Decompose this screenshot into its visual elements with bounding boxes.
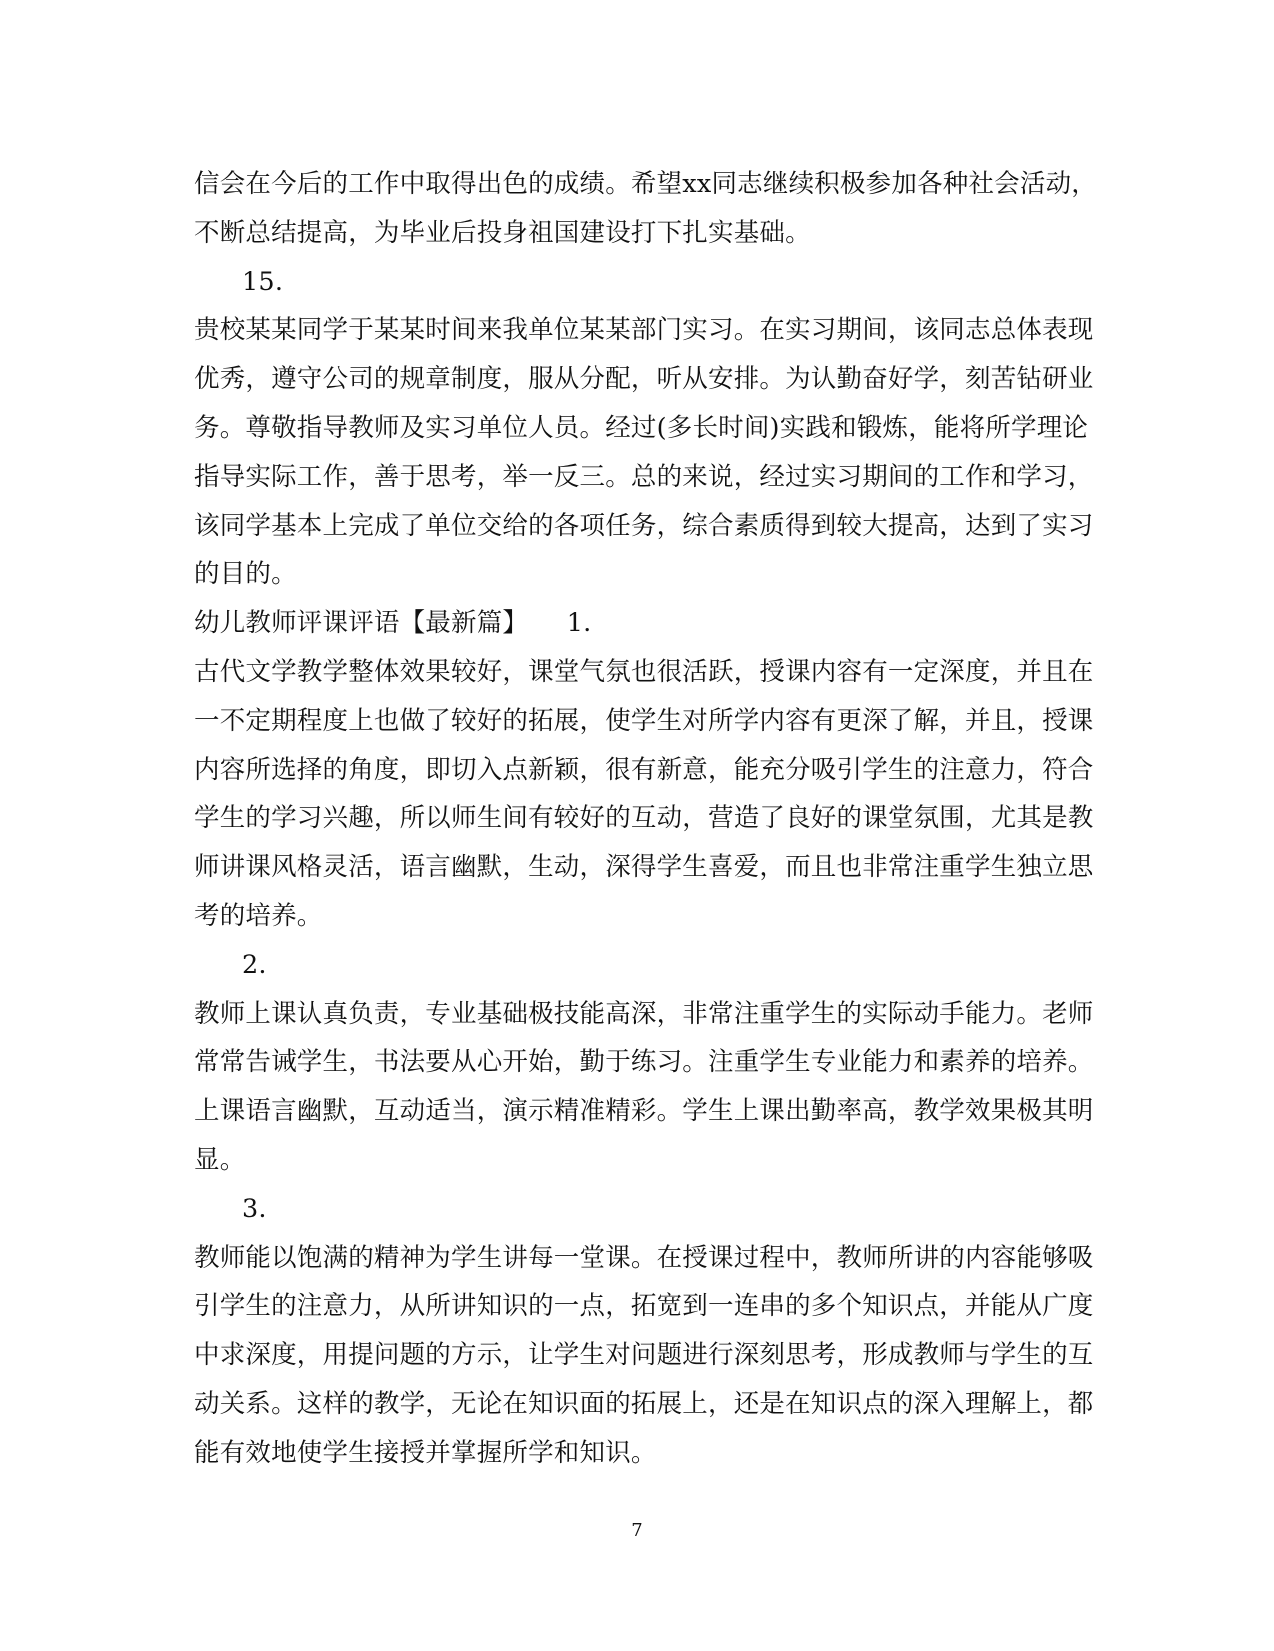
text-line: 师讲课风格灵活，语言幽默，生动，深得学生喜爱，而且也非常注重学生独立思 bbox=[194, 852, 1094, 883]
item-number: 15. bbox=[242, 266, 284, 297]
text-line: 引学生的注意力，从所讲知识的一点，拓宽到一连串的多个知识点，并能从广度 bbox=[194, 1291, 1094, 1322]
text-line: 务。尊敬指导教师及实习单位人员。经过(多长时间)实践和锻炼，能将所学理论 bbox=[194, 412, 1089, 443]
text-line: 常常告诫学生，书法要从心开始，勤于练习。注重学生专业能力和素养的培养。 bbox=[194, 1047, 1094, 1078]
text-line: 古代文学教学整体效果较好，课堂气氛也很活跃，授课内容有一定深度，并且在 bbox=[194, 656, 1094, 687]
item-number: 3. bbox=[242, 1193, 267, 1224]
page-number: 7 bbox=[631, 1520, 643, 1541]
text-line: 中求深度，用提问题的方示，让学生对问题进行深刻思考，形成教师与学生的互 bbox=[194, 1340, 1094, 1371]
text-line: 能有效地使学生接授并掌握所学和知识。 bbox=[194, 1437, 657, 1468]
text-line: 该同学基本上完成了单位交给的各项任务，综合素质得到较大提高，达到了实习 bbox=[194, 510, 1094, 541]
text-line: 考的培养。 bbox=[194, 900, 323, 931]
text-line: 一不定期程度上也做了较好的拓展，使学生对所学内容有更深了解，并且，授课 bbox=[194, 705, 1094, 736]
text-line: 上课语言幽默，互动适当，演示精准精彩。学生上课出勤率高，教学效果极其明 bbox=[194, 1096, 1094, 1127]
text-line: 学生的学习兴趣，所以师生间有较好的互动，营造了良好的课堂氛围，尤其是教 bbox=[194, 803, 1094, 834]
text-line: 教师能以饱满的精神为学生讲每一堂课。在授课过程中，教师所讲的内容能够吸 bbox=[194, 1242, 1094, 1273]
text-line: 信会在今后的工作中取得出色的成绩。希望xx同志继续积极参加各种社会活动， bbox=[194, 169, 1097, 199]
section-heading: 幼儿教师评课评语【最新篇】 1. bbox=[194, 608, 592, 639]
document-body bbox=[194, 160, 1097, 1478]
item-number: 2. bbox=[242, 949, 267, 980]
text-line: 内容所选择的角度，即切入点新颖，很有新意，能充分吸引学生的注意力，符合 bbox=[194, 754, 1094, 785]
text-line: 动关系。这样的教学，无论在知识面的拓展上，还是在知识点的深入理解上，都 bbox=[194, 1388, 1094, 1419]
text-line: 不断总结提高，为毕业后投身祖国建设打下扎实基础。 bbox=[194, 217, 811, 248]
text-line: 的目的。 bbox=[194, 559, 297, 590]
text-line: 贵校某某同学于某某时间来我单位某某部门实习。在实习期间，该同志总体表现 bbox=[194, 315, 1094, 346]
text-line: 指导实际工作，善于思考，举一反三。总的来说，经过实习期间的工作和学习， bbox=[194, 461, 1094, 492]
text-line: 教师上课认真负责，专业基础极技能高深，非常注重学生的实际动手能力。老师 bbox=[194, 998, 1094, 1029]
text-line: 显。 bbox=[194, 1144, 246, 1175]
text-line: 优秀，遵守公司的规章制度，服从分配，听从安排。为认勤奋好学，刻苦钻研业 bbox=[194, 364, 1094, 395]
